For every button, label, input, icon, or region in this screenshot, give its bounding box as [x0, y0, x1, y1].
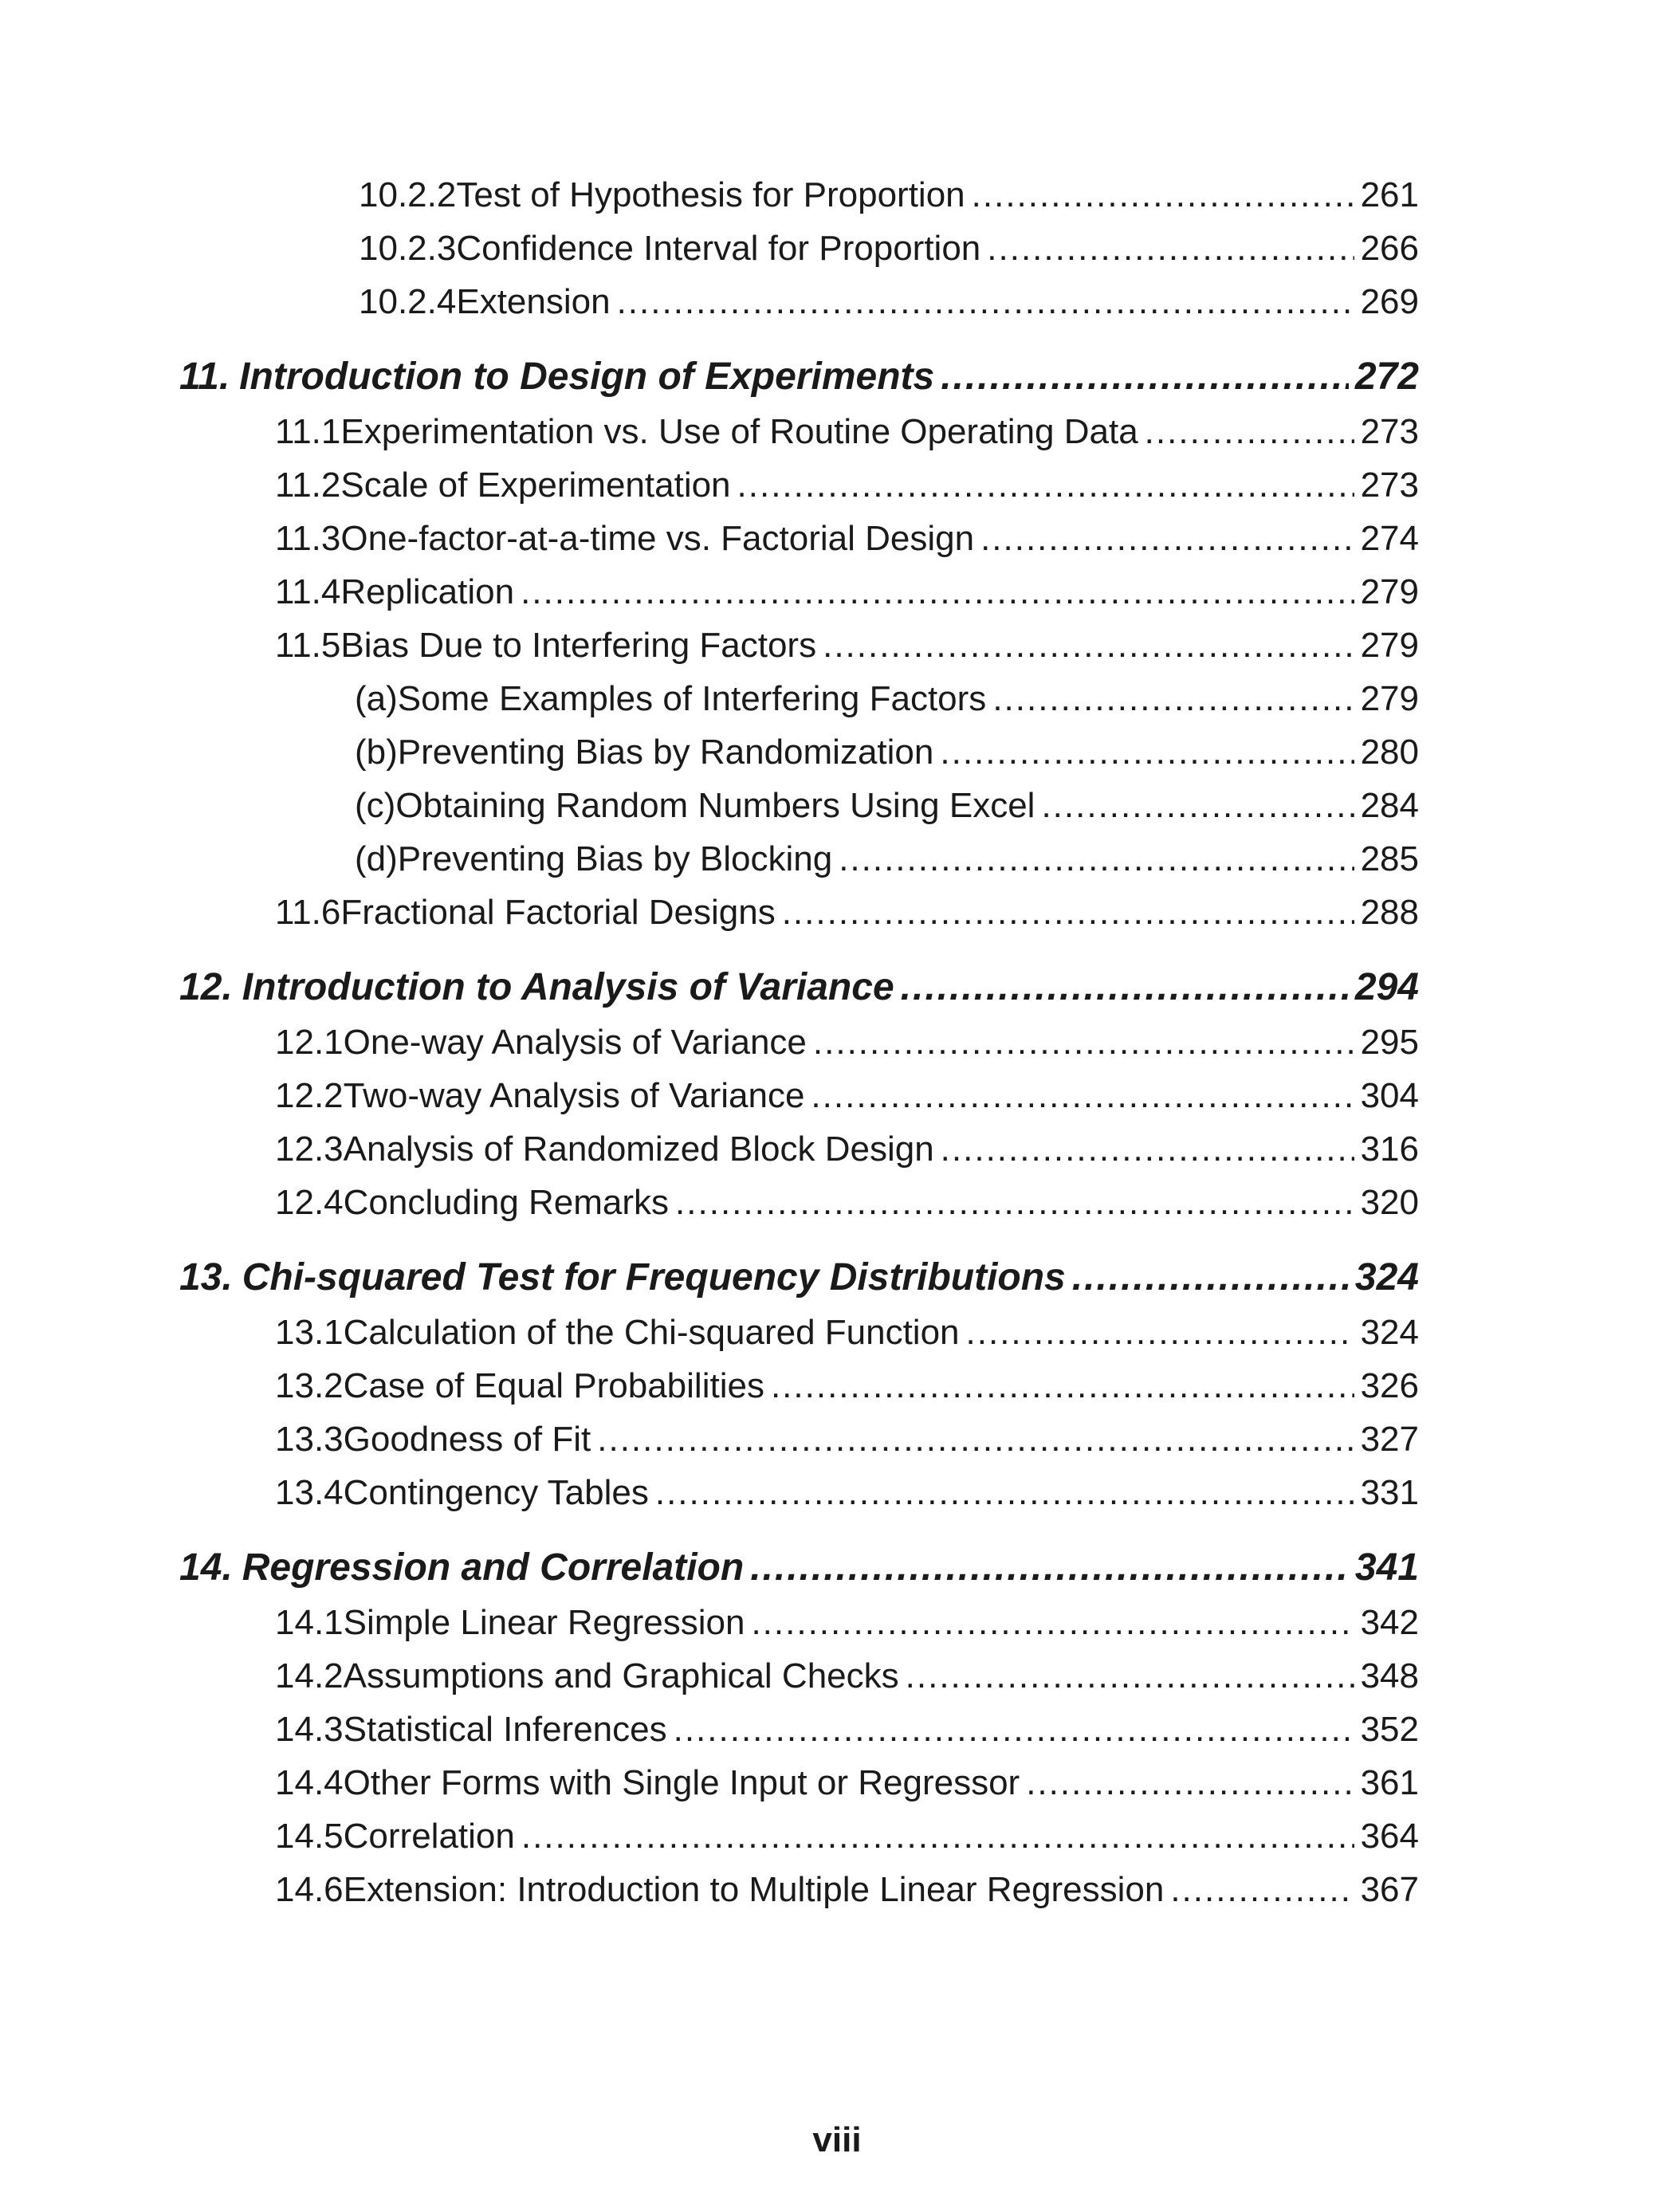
entry-title: One-factor-at-a-time vs. Factorial Design — [340, 519, 975, 558]
toc-entry[interactable] — [275, 1362, 1419, 1410]
entry-number: 11.4 — [275, 572, 341, 611]
toc-entry[interactable] — [355, 675, 1419, 723]
leader-dots — [751, 1599, 1354, 1647]
toc-entry[interactable] — [275, 1416, 1419, 1464]
leader-dots — [941, 353, 1349, 401]
leader-dots — [901, 964, 1349, 1012]
entry-title: Obtaining Random Numbers Using Excel — [395, 786, 1035, 825]
entry-number: 12.3 — [275, 1130, 344, 1169]
entry-title: Bias Due to Interfering Factors — [340, 626, 817, 665]
leader-dots — [737, 462, 1354, 509]
entry-number: 10.2.4 — [359, 282, 457, 321]
toc-entry[interactable] — [355, 782, 1419, 830]
entry-number: 12.2 — [275, 1076, 344, 1115]
leader-dots — [811, 1072, 1354, 1120]
toc-entry[interactable] — [355, 729, 1419, 776]
entry-page: 279 — [1360, 679, 1419, 718]
toc-entry[interactable] — [275, 568, 1419, 616]
toc-chapter-entry[interactable] — [179, 964, 1419, 1012]
entry-page: 280 — [1360, 733, 1419, 772]
entry-page: 274 — [1360, 519, 1419, 558]
leader-dots — [972, 171, 1354, 219]
entry-number: 14.3 — [275, 1710, 344, 1749]
leader-dots — [782, 889, 1354, 937]
toc-entry[interactable] — [275, 1866, 1419, 1914]
entry-page: 304 — [1360, 1076, 1419, 1115]
entry-title: Scale of Experimentation — [340, 466, 731, 505]
entry-number: 12.4 — [275, 1183, 344, 1222]
entry-title: Extension — [456, 282, 611, 321]
leader-dots — [992, 675, 1354, 723]
leader-dots — [966, 1309, 1354, 1357]
entry-page: 324 — [1360, 1313, 1419, 1352]
leader-dots — [771, 1362, 1354, 1410]
toc-entry[interactable] — [275, 1072, 1419, 1120]
entry-page: 361 — [1360, 1763, 1419, 1802]
entry-page: 261 — [1360, 175, 1419, 214]
chapter-title: Introduction to Analysis of Variance — [242, 966, 894, 1008]
entry-page: 316 — [1360, 1130, 1419, 1169]
chapter-page: 341 — [1354, 1546, 1419, 1589]
entry-number: 10.2.3 — [359, 229, 457, 268]
leader-dots — [940, 729, 1354, 776]
page-number: viii — [812, 2120, 862, 2159]
entry-number: 13.1 — [275, 1313, 344, 1352]
entry-number: 11.2 — [275, 466, 341, 505]
toc-entry[interactable] — [275, 1759, 1419, 1807]
entry-title: Contingency Tables — [343, 1473, 649, 1512]
entry-title: Other Forms with Single Input or Regressor — [343, 1763, 1020, 1802]
entry-number: 14.5 — [275, 1817, 344, 1856]
entry-number: 12.1 — [275, 1023, 344, 1062]
entry-page: 284 — [1360, 786, 1419, 825]
chapter-title: Chi-squared Test for Frequency Distributions — [242, 1256, 1066, 1299]
entry-page: 326 — [1360, 1366, 1419, 1405]
leader-dots — [839, 835, 1354, 883]
chapter-title: Regression and Correlation — [242, 1546, 745, 1589]
entry-title: Concluding Remarks — [343, 1183, 670, 1222]
entry-title: Fractional Factorial Designs — [340, 893, 776, 932]
leader-dots — [674, 1706, 1354, 1754]
leader-dots — [521, 568, 1354, 616]
entry-title: Confidence Interval for Proportion — [456, 229, 981, 268]
toc-entry[interactable] — [275, 1019, 1419, 1067]
entry-title: Experimentation vs. Use of Routine Operating Data — [340, 412, 1138, 451]
entry-number: 11.6 — [275, 893, 341, 932]
toc-chapter-entry[interactable] — [179, 1254, 1419, 1302]
chapter-number: 11. — [179, 356, 230, 398]
entry-page: 342 — [1360, 1603, 1419, 1642]
leader-dots — [675, 1179, 1354, 1227]
leader-dots — [1026, 1759, 1354, 1807]
entry-page: 269 — [1360, 282, 1419, 321]
toc-entry[interactable] — [275, 515, 1419, 563]
entry-page: 279 — [1360, 626, 1419, 665]
toc-entry[interactable] — [359, 278, 1419, 326]
leader-dots — [655, 1469, 1354, 1517]
entry-page: 285 — [1360, 839, 1419, 878]
chapter-page: 324 — [1354, 1256, 1419, 1299]
leader-dots — [941, 1126, 1354, 1173]
chapter-page: 272 — [1354, 356, 1419, 398]
entry-page: 367 — [1360, 1870, 1419, 1909]
entry-number: (b) — [355, 733, 398, 772]
toc-entry[interactable] — [275, 408, 1419, 456]
entry-title: Statistical Inferences — [343, 1710, 667, 1749]
entry-page: 348 — [1360, 1656, 1419, 1695]
toc-entry[interactable] — [275, 1469, 1419, 1517]
toc-entry[interactable] — [275, 1179, 1419, 1227]
leader-dots — [906, 1652, 1354, 1700]
toc-chapter-entry[interactable] — [179, 353, 1419, 401]
entry-number: 11.3 — [275, 519, 341, 558]
toc-entry[interactable] — [275, 1126, 1419, 1173]
leader-dots — [1170, 1866, 1354, 1914]
entry-number: 10.2.2 — [359, 175, 457, 214]
toc-entry[interactable] — [355, 835, 1419, 883]
toc-entry[interactable] — [275, 622, 1419, 670]
toc-entry[interactable] — [275, 1652, 1419, 1700]
entry-page: 279 — [1360, 572, 1419, 611]
entry-number: 11.5 — [275, 626, 341, 665]
entry-title: Calculation of the Chi-squared Function — [343, 1313, 960, 1352]
chapter-number: 13. — [179, 1256, 233, 1299]
entry-number: (a) — [355, 679, 398, 718]
chapter-page: 294 — [1354, 966, 1419, 1008]
entry-number: 13.3 — [275, 1420, 344, 1459]
entry-number: 13.4 — [275, 1473, 344, 1512]
entry-number: 14.2 — [275, 1656, 344, 1695]
leader-dots — [813, 1019, 1354, 1067]
entry-title: Some Examples of Interfering Factors — [397, 679, 987, 718]
entry-title: Test of Hypothesis for Proportion — [456, 175, 965, 214]
toc-chapter-entry[interactable] — [179, 1544, 1419, 1592]
toc-entry[interactable] — [275, 1309, 1419, 1357]
leader-dots — [521, 1813, 1354, 1860]
entry-title: Goodness of Fit — [343, 1420, 591, 1459]
entry-number: 14.6 — [275, 1870, 344, 1909]
toc-entry[interactable] — [275, 462, 1419, 509]
entry-title: Simple Linear Regression — [343, 1603, 745, 1642]
entry-title: Assumptions and Graphical Checks — [343, 1656, 899, 1695]
entry-title: Preventing Bias by Randomization — [397, 733, 934, 772]
leader-dots — [987, 225, 1354, 273]
entry-page: 295 — [1360, 1023, 1419, 1062]
entry-number: 14.1 — [275, 1603, 344, 1642]
entry-title: Replication — [340, 572, 515, 611]
leader-dots — [750, 1544, 1349, 1592]
chapter-title: Introduction to Design of Experiments — [239, 356, 935, 398]
entry-page: 352 — [1360, 1710, 1419, 1749]
toc-entry[interactable] — [275, 1706, 1419, 1754]
chapter-number: 14. — [179, 1546, 233, 1589]
entry-page: 288 — [1360, 893, 1419, 932]
entry-page: 331 — [1360, 1473, 1419, 1512]
leader-dots — [1072, 1254, 1349, 1302]
toc-entry[interactable] — [359, 171, 1419, 219]
toc-entry[interactable] — [275, 1599, 1419, 1647]
entry-number: 14.4 — [275, 1763, 344, 1802]
chapter-number: 12. — [179, 966, 233, 1008]
toc-entry[interactable] — [275, 889, 1419, 937]
entry-page: 320 — [1360, 1183, 1419, 1222]
entry-number: 11.1 — [275, 412, 341, 451]
leader-dots — [1041, 782, 1354, 830]
entry-number: (c) — [355, 786, 396, 825]
toc-entry[interactable] — [275, 1813, 1419, 1860]
leader-dots — [980, 515, 1354, 563]
leader-dots — [1145, 408, 1354, 456]
entry-number: 13.2 — [275, 1366, 344, 1405]
leader-dots — [823, 622, 1354, 670]
entry-title: Two-way Analysis of Variance — [343, 1076, 805, 1115]
toc-entry[interactable] — [359, 225, 1419, 273]
entry-page: 273 — [1360, 412, 1419, 451]
entry-title: Case of Equal Probabilities — [343, 1366, 764, 1405]
leader-dots — [617, 278, 1354, 326]
entry-title: One-way Analysis of Variance — [343, 1023, 807, 1062]
entry-title: Preventing Bias by Blocking — [397, 839, 833, 878]
entry-page: 266 — [1360, 229, 1419, 268]
entry-page: 273 — [1360, 466, 1419, 505]
entry-title: Analysis of Randomized Block Design — [343, 1130, 934, 1169]
entry-title: Correlation — [343, 1817, 515, 1856]
entry-page: 327 — [1360, 1420, 1419, 1459]
leader-dots — [597, 1416, 1354, 1464]
entry-page: 364 — [1360, 1817, 1419, 1856]
entry-number: (d) — [355, 839, 398, 878]
entry-title: Extension: Introduction to Multiple Linear Regression — [343, 1870, 1165, 1909]
